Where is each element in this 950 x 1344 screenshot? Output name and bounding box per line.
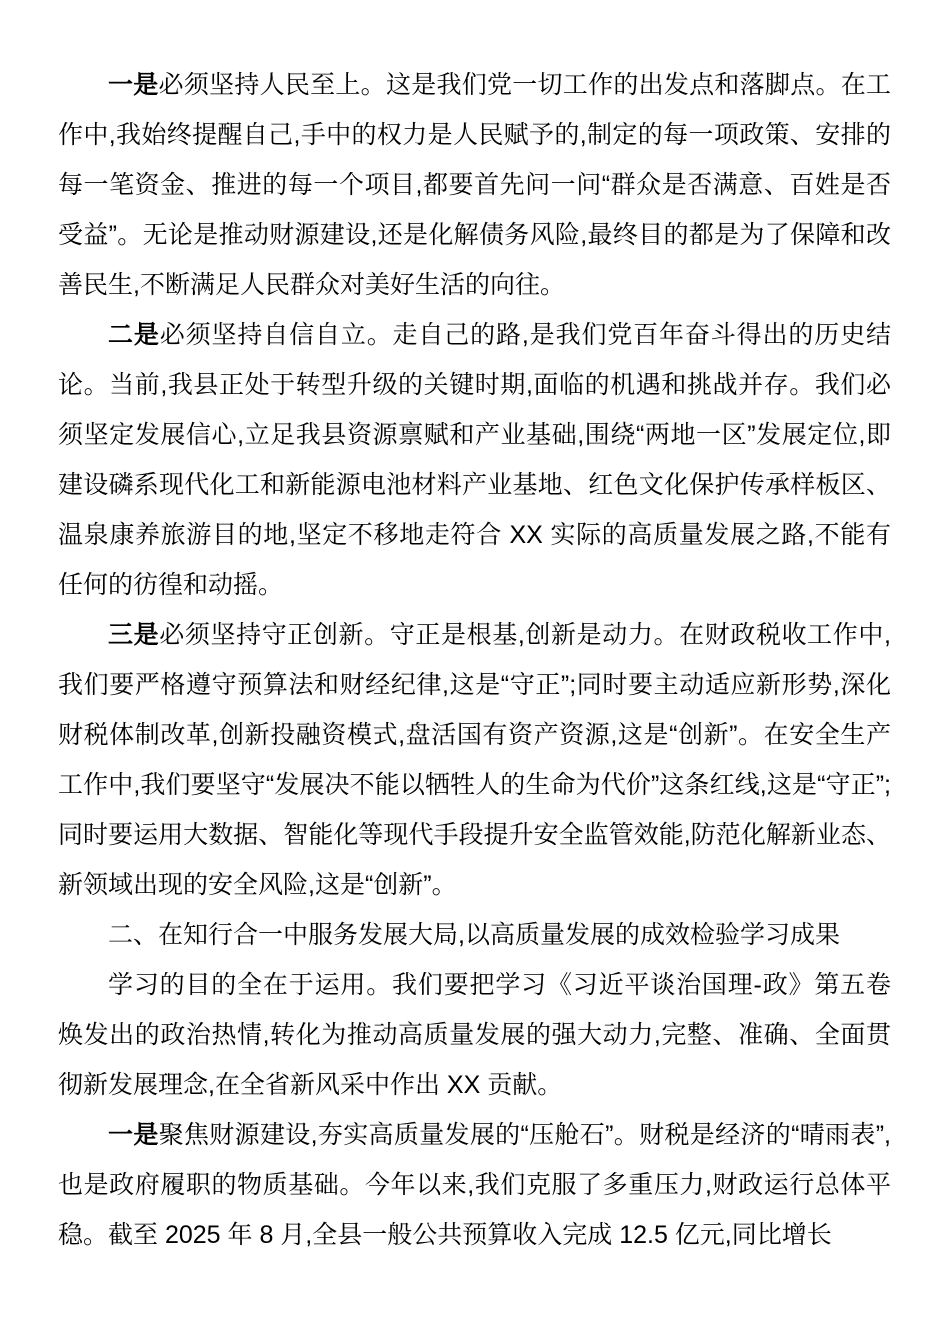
document-content — [58, 60, 891, 1260]
paragraph-text: 必须坚持自信自立。走自己的路,是我们党百年奋斗得出的历史结论。当前,我县正处于转型升级的关键时期,面临的机遇和挑战并存。我们必须坚定发展信心,立足我县资源禀赋和产业基础,围绕“两地一区”发展定位,即建设磷系现代化工和新能源电池材料产业基地、红色文化保护传承样板区、温泉康养旅游目的地,坚定不移地走符合 XX 实际的高质量发展之路,不能有任何的彷徨和动摇。 — [58, 321, 891, 599]
paragraph-text: 必须坚持守正创新。守正是根基,创新是动力。在财政税收工作中,我们要严格遵守预算法和财经纪律,这是“守正”;同时要主动适应新形势,深化财税体制改革,创新投融资模式,盘活国有资产资源,这是“创新”。在安全生产工作中,我们要坚守“发展决不能以牺牲人的生命为代价”这条红线,这是“守正”;同时要运用大数据、智能化等现代手段提升安全监管效能,防范化解新业态、新领域出现的安全风险,这是“创新”。 — [58, 621, 891, 899]
paragraph-lead: 二是 — [108, 321, 160, 349]
paragraph — [58, 1110, 891, 1260]
paragraph-text: 二、在知行合一中服务发展大局,以高质量发展的成效检验学习成果 — [108, 921, 840, 949]
paragraph — [58, 310, 891, 610]
paragraph — [58, 610, 891, 910]
paragraph-lead: 一是 — [108, 1121, 159, 1149]
paragraph — [58, 60, 891, 310]
paragraph-lead: 一是 — [108, 71, 159, 99]
section-heading — [58, 910, 891, 960]
paragraph-text: 聚焦财源建设,夯实高质量发展的“压舱石”。财税是经济的“晴雨表”,也是政府履职的物质基础。今年以来,我们克服了多重压力,财政运行总体平稳。截至 2025 年 8 月,全县一般公共预算收入完成 12.5 亿元,同比增长 — [58, 1121, 891, 1249]
paragraph-lead: 三是 — [108, 621, 160, 649]
paragraph — [58, 960, 891, 1110]
paragraph-text: 学习的目的全在于运用。我们要把学习《习近平谈治国理-政》第五卷焕发出的政治热情,转化为推动高质量发展的强大动力,完整、准确、全面贯彻新发展理念,在全省新风采中作出 XX 贡献。 — [58, 971, 891, 1099]
paragraph-text: 必须坚持人民至上。这是我们党一切工作的出发点和落脚点。在工作中,我始终提醒自己,手中的权力是人民赋予的,制定的每一项政策、安排的每一笔资金、推进的每一个项目,都要首先问一问“群众是否满意、百姓是否受益”。无论是推动财源建设,还是化解债务风险,最终目的都是为了保障和改善民生,不断满足人民群众对美好生活的向往。 — [58, 71, 891, 299]
